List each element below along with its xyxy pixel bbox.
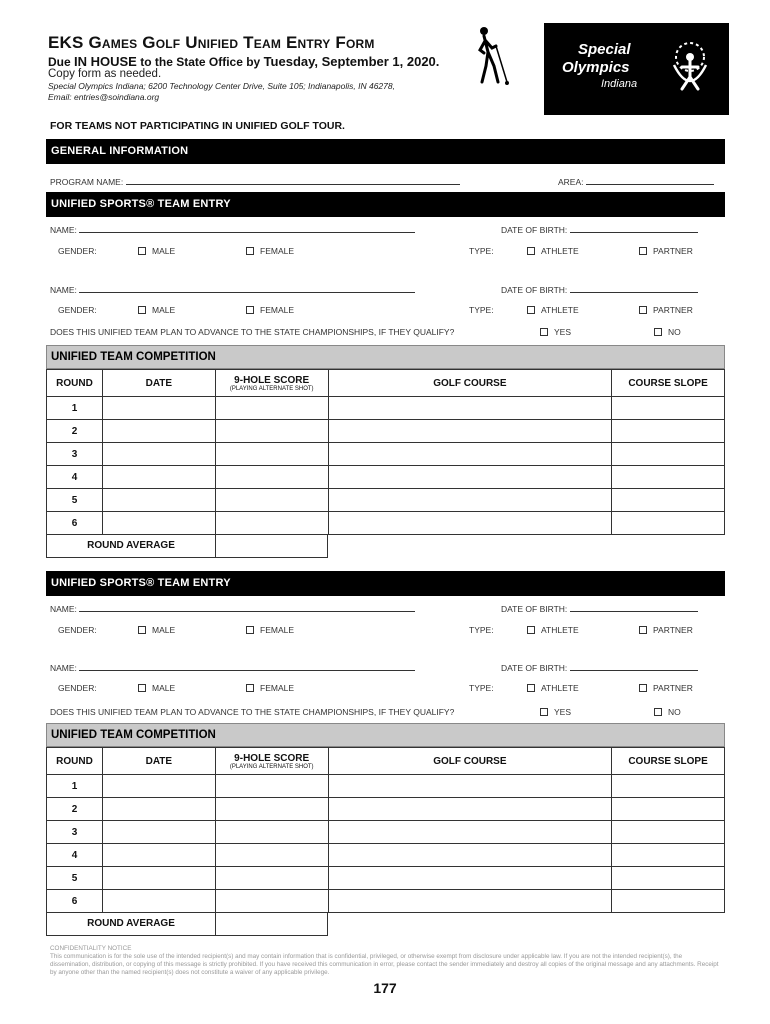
athlete-checkbox[interactable] — [527, 305, 579, 315]
player-name-field[interactable] — [50, 604, 415, 614]
course-cell[interactable] — [328, 420, 612, 443]
checkbox-icon[interactable] — [527, 306, 535, 314]
dob-label: DATE OF BIRTH: — [501, 285, 568, 295]
male-label: MALE — [152, 246, 176, 256]
course-cell[interactable] — [328, 844, 612, 867]
slope-cell[interactable] — [612, 512, 725, 535]
date-cell[interactable] — [102, 867, 215, 890]
round-number: 6 — [47, 890, 103, 913]
course-cell[interactable] — [328, 798, 612, 821]
table-row — [47, 798, 725, 821]
slope-cell[interactable] — [612, 466, 725, 489]
yes-checkbox[interactable] — [540, 327, 571, 337]
score-cell[interactable] — [215, 821, 328, 844]
table-header-row — [47, 370, 725, 397]
name-label: NAME: — [50, 225, 77, 235]
col-score — [215, 748, 328, 775]
male-checkbox[interactable] — [138, 246, 175, 256]
athlete-label: ATHLETE — [541, 683, 579, 693]
yes-label: YES — [554, 707, 572, 717]
checkbox-icon[interactable] — [246, 306, 254, 314]
type-label: TYPE: — [469, 683, 494, 693]
date-cell[interactable] — [102, 890, 215, 913]
dob-label: DATE OF BIRTH: — [501, 663, 568, 673]
competition-table-2 — [46, 747, 725, 913]
date-cell[interactable] — [102, 821, 215, 844]
partner-label: PARTNER — [653, 246, 693, 256]
round-number: 6 — [47, 512, 103, 535]
name-line[interactable] — [79, 604, 415, 612]
no-label: NO — [668, 327, 681, 337]
slope-cell[interactable] — [612, 489, 725, 512]
score-cell[interactable] — [215, 890, 328, 913]
date-cell[interactable] — [102, 489, 215, 512]
round-number: 5 — [47, 489, 103, 512]
female-label: FEMALE — [260, 246, 295, 256]
form-title: EKS Games Golf Unified Team Entry Form — [48, 33, 375, 52]
male-label: MALE — [152, 625, 176, 635]
due-mid: to the State Office by — [140, 55, 261, 69]
date-cell[interactable] — [102, 397, 215, 420]
col-round: ROUND — [47, 748, 103, 775]
dob-line[interactable] — [570, 285, 698, 293]
score-sub-label: (PLAYING ALTERNATE SHOT) — [229, 385, 314, 392]
type-label: TYPE: — [469, 625, 494, 635]
score-cell[interactable] — [215, 798, 328, 821]
score-cell[interactable] — [215, 443, 328, 466]
checkbox-icon[interactable] — [246, 247, 254, 255]
date-cell[interactable] — [102, 466, 215, 489]
score-cell[interactable] — [215, 420, 328, 443]
date-cell[interactable] — [102, 798, 215, 821]
female-label: FEMALE — [260, 625, 295, 635]
round-average-label: ROUND AVERAGE — [47, 913, 216, 935]
slope-cell[interactable] — [612, 890, 725, 913]
female-label: FEMALE — [260, 683, 295, 693]
female-label: FEMALE — [260, 305, 295, 315]
player-name-field[interactable] — [50, 285, 415, 295]
checkbox-icon[interactable] — [138, 684, 146, 692]
round-number: 5 — [47, 867, 103, 890]
date-cell[interactable] — [102, 775, 215, 798]
table-row — [47, 890, 725, 913]
col-date: DATE — [102, 370, 215, 397]
checkbox-icon[interactable] — [654, 328, 662, 336]
confidentiality-title: CONFIDENTIALITY NOTICE — [50, 945, 132, 952]
table-row — [47, 821, 725, 844]
athlete-label: ATHLETE — [541, 305, 579, 315]
competition-header-1: UNIFIED TEAM COMPETITION — [46, 345, 725, 369]
score-cell[interactable] — [215, 512, 328, 535]
male-checkbox[interactable] — [138, 305, 175, 315]
slope-cell[interactable] — [612, 420, 725, 443]
course-cell[interactable] — [328, 466, 612, 489]
golfer-icon — [476, 26, 510, 86]
no-checkbox[interactable] — [654, 327, 681, 337]
round-number: 3 — [47, 443, 103, 466]
female-checkbox[interactable] — [246, 305, 294, 315]
slope-cell[interactable] — [612, 397, 725, 420]
name-label: NAME: — [50, 285, 77, 295]
col-date: DATE — [102, 748, 215, 775]
checkbox-icon[interactable] — [654, 708, 662, 716]
notice-text: FOR TEAMS NOT PARTICIPATING IN UNIFIED GOLF TOUR. — [50, 120, 345, 132]
date-cell[interactable] — [102, 443, 215, 466]
checkbox-icon[interactable] — [527, 684, 535, 692]
course-cell[interactable] — [328, 489, 612, 512]
score-label: 9-HOLE SCORE — [234, 752, 310, 764]
name-line[interactable] — [79, 663, 415, 671]
checkbox-icon[interactable] — [540, 708, 548, 716]
course-cell[interactable] — [328, 775, 612, 798]
advance-question: DOES THIS UNIFIED TEAM PLAN TO ADVANCE TO THE STATE CHAMPIONSHIPS, IF THEY QUALIFY? — [50, 327, 455, 337]
round-number: 3 — [47, 821, 103, 844]
table-row — [47, 775, 725, 798]
checkbox-icon[interactable] — [138, 247, 146, 255]
score-cell[interactable] — [215, 867, 328, 890]
dob-field[interactable] — [501, 604, 698, 614]
round-number: 1 — [47, 397, 103, 420]
no-checkbox[interactable] — [654, 707, 681, 717]
player-name-field[interactable] — [50, 225, 415, 235]
form-header — [48, 26, 728, 118]
dob-line[interactable] — [570, 604, 698, 612]
partner-label: PARTNER — [653, 625, 693, 635]
confidentiality-text: This communication is for the sole use of the intended recipient(s) and may contain information that is confidential, privileged, or otherwise exempt from disclosure under applicable law. If you are not the intended recipient(s), the dissemination, distribution, or copying of this message is strictly prohibited. If you have received this communication in error, please contact the sender immediately and destroy all copies of the original message and any attachments. Receipt by anyone other than the named recipient(s) does not constitute a waiver of any applicable privilege. — [50, 953, 719, 976]
partner-checkbox[interactable] — [639, 305, 693, 315]
type-label: TYPE: — [469, 246, 494, 256]
advance-question: DOES THIS UNIFIED TEAM PLAN TO ADVANCE TO THE STATE CHAMPIONSHIPS, IF THEY QUALIFY? — [50, 707, 455, 717]
due-in-house: IN HOUSE — [74, 54, 137, 69]
course-cell[interactable] — [328, 867, 612, 890]
area-line[interactable] — [586, 177, 714, 185]
female-checkbox[interactable] — [246, 625, 294, 635]
score-label: 9-HOLE SCORE — [234, 374, 310, 386]
athlete-label: ATHLETE — [541, 246, 579, 256]
score-sub-label: (PLAYING ALTERNATE SHOT) — [229, 763, 314, 770]
copy-note: Copy form as needed. — [48, 68, 162, 80]
male-checkbox[interactable] — [138, 625, 175, 635]
yes-label: YES — [554, 327, 572, 337]
checkbox-icon[interactable] — [138, 306, 146, 314]
checkbox-icon[interactable] — [639, 306, 647, 314]
logo-line-1: Special — [578, 41, 631, 58]
col-round: ROUND — [47, 370, 103, 397]
male-checkbox[interactable] — [138, 683, 175, 693]
partner-label: PARTNER — [653, 683, 693, 693]
player-name-field[interactable] — [50, 663, 415, 673]
round-number: 2 — [47, 798, 103, 821]
logo-line-2: Olympics — [562, 59, 630, 76]
course-cell[interactable] — [328, 443, 612, 466]
checkbox-icon[interactable] — [527, 247, 535, 255]
email-line: Email: entries@soindiana.org — [48, 92, 160, 102]
partner-checkbox[interactable] — [639, 246, 693, 256]
program-name-line[interactable] — [126, 177, 460, 185]
general-info-header: GENERAL INFORMATION — [46, 139, 725, 164]
table-header-row — [47, 748, 725, 775]
round-number: 1 — [47, 775, 103, 798]
dob-line[interactable] — [570, 663, 698, 671]
checkbox-icon[interactable] — [540, 328, 548, 336]
round-average-label: ROUND AVERAGE — [47, 535, 216, 557]
col-course: GOLF COURSE — [328, 370, 612, 397]
round-average-row — [46, 535, 328, 558]
col-score — [215, 370, 328, 397]
score-cell[interactable] — [215, 489, 328, 512]
athlete-checkbox[interactable] — [527, 246, 579, 256]
round-number: 4 — [47, 844, 103, 867]
checkbox-icon[interactable] — [138, 626, 146, 634]
date-cell[interactable] — [102, 844, 215, 867]
checkbox-icon[interactable] — [639, 684, 647, 692]
dob-label: DATE OF BIRTH: — [501, 604, 568, 614]
due-line — [48, 54, 439, 69]
course-cell[interactable] — [328, 890, 612, 913]
checkbox-icon[interactable] — [639, 247, 647, 255]
score-cell[interactable] — [215, 844, 328, 867]
program-name-label: PROGRAM NAME: — [50, 177, 124, 187]
athlete-checkbox[interactable] — [527, 625, 579, 635]
competition-table-1 — [46, 369, 725, 535]
address-line: Special Olympics Indiana; 6200 Technology Center Drive, Suite 105; Indianapolis, IN 46278, — [48, 81, 395, 91]
name-label: NAME: — [50, 604, 77, 614]
checkbox-icon[interactable] — [246, 626, 254, 634]
round-number: 2 — [47, 420, 103, 443]
table-row — [47, 844, 725, 867]
slope-cell[interactable] — [612, 867, 725, 890]
slope-cell[interactable] — [612, 844, 725, 867]
gender-label: GENDER: — [58, 246, 97, 256]
page-number: 177 — [373, 980, 397, 996]
name-line[interactable] — [79, 285, 415, 293]
gender-label: GENDER: — [58, 305, 97, 315]
due-date: Tuesday, September 1, 2020. — [263, 54, 440, 69]
checkbox-icon[interactable] — [246, 684, 254, 692]
dob-field[interactable] — [501, 225, 698, 235]
type-label: TYPE: — [469, 305, 494, 315]
address-block — [48, 81, 395, 103]
score-cell[interactable] — [215, 397, 328, 420]
logo-line-3: Indiana — [601, 78, 638, 90]
program-name-field[interactable] — [50, 177, 460, 187]
gender-label: GENDER: — [58, 625, 97, 635]
slope-cell[interactable] — [612, 798, 725, 821]
course-cell[interactable] — [328, 512, 612, 535]
course-cell[interactable] — [328, 397, 612, 420]
round-number: 4 — [47, 466, 103, 489]
table-row — [47, 466, 725, 489]
col-slope: COURSE SLOPE — [612, 748, 725, 775]
no-label: NO — [668, 707, 681, 717]
athlete-checkbox[interactable] — [527, 683, 579, 693]
due-prefix: Due — [48, 55, 71, 69]
name-label: NAME: — [50, 663, 77, 673]
team-entry-header-2: UNIFIED SPORTS® TEAM ENTRY — [46, 571, 725, 596]
score-cell[interactable] — [215, 466, 328, 489]
male-label: MALE — [152, 683, 176, 693]
team-entry-header-1: UNIFIED SPORTS® TEAM ENTRY — [46, 192, 725, 217]
table-row — [47, 489, 725, 512]
date-cell[interactable] — [102, 420, 215, 443]
table-row — [47, 443, 725, 466]
dob-field[interactable] — [501, 285, 698, 295]
area-field[interactable] — [558, 177, 714, 187]
partner-label: PARTNER — [653, 305, 693, 315]
female-checkbox[interactable] — [246, 683, 294, 693]
table-row — [47, 867, 725, 890]
confidentiality-notice — [50, 945, 720, 977]
female-checkbox[interactable] — [246, 246, 294, 256]
dob-field[interactable] — [501, 663, 698, 673]
competition-header-2: UNIFIED TEAM COMPETITION — [46, 723, 725, 747]
slope-cell[interactable] — [612, 821, 725, 844]
athlete-label: ATHLETE — [541, 625, 579, 635]
checkbox-icon[interactable] — [639, 626, 647, 634]
gender-label: GENDER: — [58, 683, 97, 693]
dob-label: DATE OF BIRTH: — [501, 225, 568, 235]
male-label: MALE — [152, 305, 176, 315]
course-cell[interactable] — [328, 821, 612, 844]
checkbox-icon[interactable] — [527, 626, 535, 634]
col-course: GOLF COURSE — [328, 748, 612, 775]
date-cell[interactable] — [102, 512, 215, 535]
round-average-row — [46, 913, 328, 936]
slope-cell[interactable] — [612, 775, 725, 798]
name-line[interactable] — [79, 225, 415, 233]
col-slope: COURSE SLOPE — [612, 370, 725, 397]
score-cell[interactable] — [215, 775, 328, 798]
table-row — [47, 397, 725, 420]
table-row — [47, 420, 725, 443]
partner-checkbox[interactable] — [639, 625, 693, 635]
special-olympics-logo — [544, 23, 729, 115]
table-row — [47, 512, 725, 535]
yes-checkbox[interactable] — [540, 707, 571, 717]
partner-checkbox[interactable] — [639, 683, 693, 693]
area-label: AREA: — [558, 177, 584, 187]
logo-emblem-icon — [662, 35, 718, 97]
slope-cell[interactable] — [612, 443, 725, 466]
dob-line[interactable] — [570, 225, 698, 233]
